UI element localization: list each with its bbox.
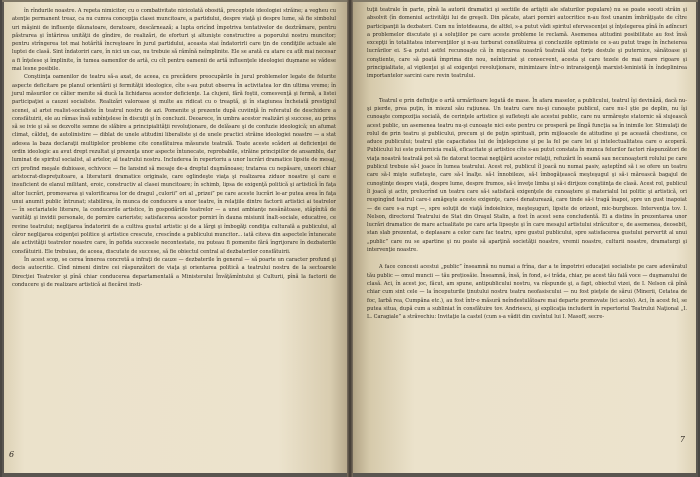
right-paragraph-3: A face concesii acestui „public” înseamnă nu numai a frîna, dar a te împotrivi educaţiei socialiste pe care adevăratul tău public — omul muncii — tău prețiosăie. Înseamnă, însă, în fond, a-i trăda, chiar, pe acest tău fală voce — duşmanului de clasă. Aci, în acest joc, făcut, am spune, antipublicului nostru, va răspunde şi, a fapt, obiectul vizei, de I. Nelson că pînă chiar cum sint cele — la începuturile ţinutului nostru teatru neofasiscului — nu fost pieţele de sărui (Minerii, Cetatea de foc, Iarbă rea, Cumpăna etc.), au fost într-o măsură neîndestulătoare mai departe promovate (ici acolo). Aci, în acest fel, se putea situa, după cum a subliniat în consfătuire tov. Andriescu, şi explicaţia includerii în repertoriul Teatrului Naţional „I. L. Caragiale” a străvechiu: Invitaţie la castel (cum s-a vădit din cuvîntul lui I. Masoff, secre- — [367, 264, 687, 321]
left-paragraph-1: în rîndurile noastre. A repeta nimicitor, cu o combativitate nicicolată obosită, preceptele ideologiei străine; a vegheu cu atenţie permanent treaz, ca nu cumva concepţia clasei muncitoare, a partidului, despre viaţă şi despre lume, să fie simbolul uri măşinii de influenţe dăunatoare, deratoare, descărnează; a lupta oricînd împotriva tentativelor de deztrămare, pentru păstrarea şi întărirea unităţii de gîndire, de realizări, de eforturi şi altunişte constructive a poporului nostru muncitor; pentru strîngerea tot mai hotărîtă încreştoare în jurul partidului, aceasta stai îndatorirli care ţin de condiţiile actuale ale luptei de clasă. Sint îndatoriri care, în nici un caz, nu trebuie să rămînă neîmplinite. Ele se arată cu atare cu atît mai necesar a fi înţelese şi împlinite, în tumea oamenilor de artă, cu cît pentru oamenii de artă influenţele ideologiei duşmane se vădese mai lesne posibile. — [12, 8, 336, 73]
left-page-text — [12, 7, 336, 289]
left-paragraph-2: Conştiinţa oamenilor de teatru să-a axat, de aceea, cu precădere preocupările în jurul problemelor legate de felurite aspecte deficitare pe planul orientării şi fermităţii ideologice, cîte s-au putut observa în activitatea lor din ultima vreme; în jurul măsurilor ce călier menite să ducă la lichidarea acestor deficienţe. La clujeni, fără foştii, comesvenţă şi fermă, a listei participaţiei a cauzei socialiste. Realizări valoroase şi multe au ridicat cu o treaptă, şi în stagiunea încheiată prestigiul scenei, al artei realist-socialiste în teatrul nostru de azi. Pomenite şi prezente după cuviinţă în referatul de deschidere a consfătuirii, ele au rămas însă subînţelese în discuţii şi în concluzii. Deoarece, în umbra acestor realizări şi succese, au prins să se ivie şi să se dezvolte semne de slăbire a principialităţii revoluţionare, de delăsare şi de confuzie ideologică; un afumat climat, călduţ, de autolinistire — diblat de unele atitudini liberaliste şi de unele practici străine ideologiei noastre — a stat adesea la baza declaraţii multiplelor probleme cite consfătuirea măsurate teatrală. Toate aceste scăderi ai deficienţei de ordin ideologic au avut drept rezultat şi prezenţa unor aspecte întunecate, reprobabile, străine principiilor de ansamblu, dar luminat de spiritul socialist, al artelor, al teatrului nostru. Includerea în repertoriu a unor lucrări dramatice lipsite de mesaj, cri profind meşale dubioase, echivoce — fie lansind să mesaje de-a dreptul duşmănoase; tratarea cu nepăsare, uneori chiar aristocrat-dispreţuitoare, a literaturii dramatice originale, care oglindeşte viaţa şi realizarea ziduor noastre şi care e insuficient de elanul militant, eroic, constructiv al clasei muncitoare; în schimb, lipsa de exigenţă politică şi artistică în faţa altor lucrări, promovarea şi valorificarea lor de dragul „culorii” ori al „prizei” pe care aceste lucrări le-ar putea avea în faţa unui anumit public întrunat; stabilirea, în munca de conducere a unor teatre, în relaţiile dintre factorii artistici ai teatrelor — în sectariatele literare, la conducerile artistice, în gospodăriile teatrelor — a unei ambianţe nesănătoase, stăpînită de vanităţi şi invidii personale, de pornire carieriste; satisfacerea acestor porniri în dauna misiunii înalt-sociale, educative, ce revine teatrului; neglijarea îndatoririi de a cultiva gustul artistic şi de a lărgi şi îmbogăţi condiţia culturală a publicului, al căror neglijarea exigenţei politice şi artistice crescute, crescînde a publicului muncitor... iată citeva din aspectele întunecate ale activităţii teatrelor noastre care, în pofida succesele necontestate, nu puteau fi pomenite fără îngrijorare în dezbaterile consfătuirii. Ele trebuiau, de aceea, discutate de succese, să fie obiectul central al dezbaterilor consfătuirii. — [12, 74, 336, 255]
right-paragraph-1: tuţii teatrale în parte, pînă la autorii dramatici şi sectiile de artiştii ale sfaturilor populare) nu se poate socoti străin şi absolvit (în domeniul activităţii lui de greşeli. Din păcate, atari porniri autocritice n-au fost unanim îmbrăţişate de cître participanţii la dezbateri. Cum nu întotdeauna, de altfel, s-a putut vădi spiritul efervescenţei şi înţelegerea pînă în adîncuri a problemelor discutate şi a soluţiilor pe care aceste probleme le reclamă. Asemenea atitudini posibilitate au fost însă excepţii în totalitatea intervenţiilor şi n-au turburat consfătuirea şi concluziile optimiste ce s-au putut trage în încheierea lucrărilor ei. S-a putut astfel recunoaşte că în mişcarea noastră teatrală stat forţe destule şi puternice, sănătoase şi conştiente, care să poată împrima din nou, neîntirziat şi consecvent, acesta şi care tezele de mai mare rigoare şi principialitate, al vigilenţei şi al exigenţei revoluţionare, minimizare într-o intransigenţă marxist-leninistă în îndeplinirea importantelor sarcini care revin teatrului. — [367, 7, 687, 80]
left-page — [4, 2, 347, 473]
right-page — [353, 2, 696, 473]
left-paragraph-3: În acest scop, se cerea înnerea concretă a infraţi de cauze — dezbaterile în general — să poarte un caracter profund şi decis autocritic. Cînd nimeni dintre cei răspunzători de viaţa şi orientarea politică a teatrului nostru de la sectoarele Direcţiei Teatrelor şi pînă chiar conducerea departamentală a Ministerului Învăţămîntului şi Culturii, pînă la factorii de conducere şi de realizare artistică ai fiecărei insti- — [12, 256, 336, 288]
right-paragraph-2: Teatrul e prin definiţie o artă urmăritoare legată de mase. În afara maselor, a publicului, teatrul îşi devinăză, dacă nu-şi pierde, prea puţin, în miezul său raţiunea. Un teatru care nu-şi cunoaşte publicul, care nu-l ştie pe deplin, nu îşi cunoaşte compoziţia socială, de cerinţele artistice şi sufleteşti ale acestui public, care nu urmăreşte statornic să slujească acest public, un asemenea teatru nu-şi cunoaşte nici este pentru ce prosperă pe lîngă funcţia sa în inimile lor. Stimulaţi de rolul de prin teatru şi publicului, precum şi de puţin spirituali, prin mijloacele de atitudine şi pe această chestiune, ce aduce publicului; teatrul ştie capacitatea lui de înţelepciune şi pe la fel pe care lei şi intelectualitatea care o acoperă. Publicului lui este puternicia reală, eficacitate şi artistice cîte s-au putut constata în munca felurilor factori răspunzători de viaţa noastră teatrală pot să fie datorat tocmai neglijării acestor relaţii, refuzării în seamă sau necunoaşterii rolului pe care publicul trebuie să-l joace în lumea teatrului. Acest rol, publicul îl joacă nu numai pasiv, așteptînd să i se ofere un teatru care să-l mişte sufleteşte, care să-l înalţe. să-l înnobileze, să-l îmbogăţească meşteşugul şi să-i mărească bagajul de cunoştinţe despre viaţă, despre lume, despre frumos, să-i înveţe limba şi să-i dirijeze conştiinţa de clasă. Acest rol, publicul îl joacă şi activ, prelucrînd un teatru care să-i satisfacă exigenţele de cunoaştere şi materialul lui politic şi artistică, ori respingînd teatrul care-i amăgeşte aceste exigenţe, care-i denaturează, care tinde să-i tragă înapoi, spre un gust inapoiat — de care s-a rupt —, spre soluţii de viaţă îndoielnice, meşteşuguri, lipsite de orizont, mic-burgheze. Intervenţia tov. I. Nelson, directorul Teatrului de Stat din Oraşul Stalin, a fost în acest sens concludentă. Ei a distins în prezentarea unor lucrări dramatice de mare actualitate pe care arta lipseşte şi în care mesajul artistului străcuitor e, de asemenea, deosebit, stan slab prezentat, o deplasare a celor care fac teatru, spre gustul publicului, spre satisfacerea gustului pervertit al unui „public” care nu se apartine şi nu poate să aparţină societăţii noastre, vremii noastre, culturii noastre, dramaturgi şi intervenţie noastre. — [367, 97, 687, 254]
right-page-text — [367, 6, 687, 321]
open-book — [2, 0, 698, 477]
right-page-number: 7 — [679, 435, 685, 444]
left-page-number: 6 — [9, 450, 15, 459]
